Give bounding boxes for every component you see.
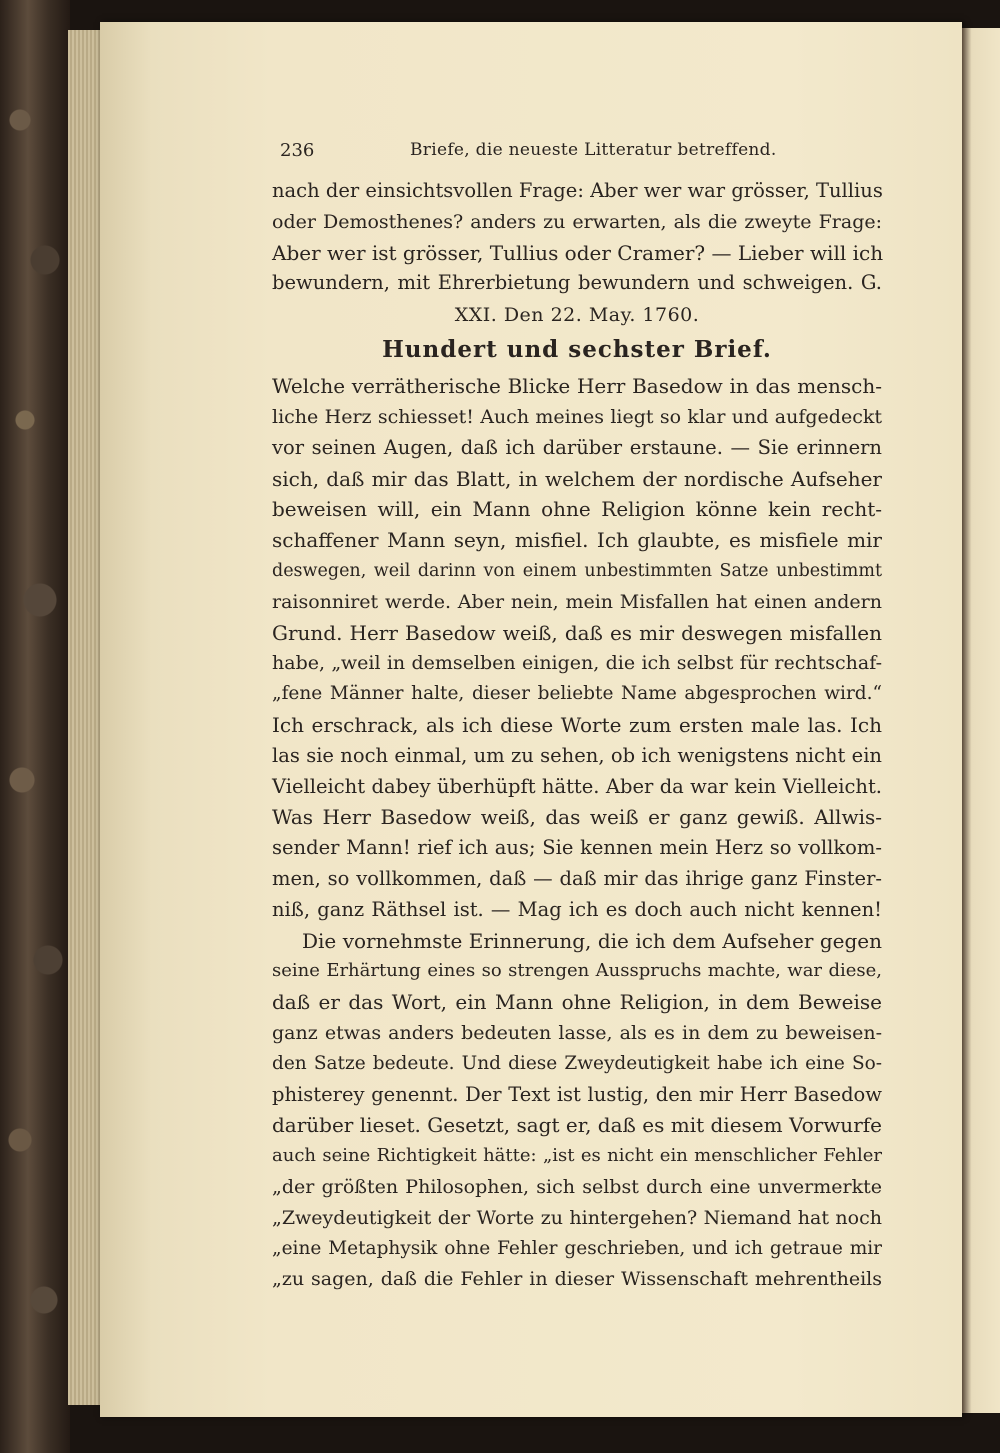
text-line: „zu sagen, daß die Fehler in dieser Wissenschaft mehrentheils: [272, 1268, 882, 1291]
text-line: „der größten Philosophen, sich selbst durch eine unvermerkte: [272, 1175, 882, 1198]
text-line: Aber wer ist grösser, Tullius oder Cramer? — Lieber will ich: [272, 240, 884, 265]
letter-date: XXI. Den 22. May. 1760.: [454, 304, 700, 327]
text-line: Welche verrätherische Blicke Herr Basedow in das mensch-: [272, 374, 882, 399]
text-line: deswegen, weil darinn von einem unbestimmten Satze unbestimmt: [272, 560, 882, 581]
text-line: habe, „weil in demselben einigen, die ich selbst für rechtschaf-: [272, 652, 882, 675]
text-line: den Satze bedeute. Und diese Zweydeutigkeit habe ich eine So-: [272, 1052, 882, 1074]
text-line: vor seinen Augen, daß ich darüber erstaune. — Sie erinnern: [272, 435, 882, 459]
text-line: darüber lieset. Gesetzt, sagt er, daß es mit diesem Vorwurfe: [272, 1113, 882, 1138]
text-line: sender Mann! rief ich aus; Sie kennen mein Herz so vollkom-: [272, 836, 882, 860]
text-line: Was Herr Basedow weiß, das weiß er ganz gewiß. Allwis-: [272, 805, 882, 830]
letter-title: Hundert und sechster Brief.: [382, 336, 772, 364]
text-line: „Zweydeutigkeit der Worte zu hintergehen? Niemand hat noch: [272, 1206, 882, 1229]
text-line: sich, daß mir das Blatt, in welchem der nordische Aufseher: [272, 466, 882, 491]
text-line: Die vornehmste Erinnerung, die ich dem Aufseher gegen: [302, 928, 882, 953]
paragraph-end-of-letter: [272, 176, 882, 299]
text-line: beweisen will, ein Mann ohne Religion könne kein recht-: [272, 497, 882, 522]
text-line: liche Herz schiesset! Auch meines liegt so klar und aufgedeckt: [272, 405, 882, 428]
text-line: daß er das Wort, ein Mann ohne Religion, in dem Beweise: [272, 990, 882, 1015]
text-line: raisonniret werde. Aber nein, mein Misfallen hat einen andern: [272, 590, 882, 613]
book-cover-marbled: [0, 0, 70, 1453]
text-line: Vielleicht dabey überhüpft hätte. Aber da war kein Vielleicht.: [272, 774, 882, 798]
text-line: „fene Männer halte, dieser beliebte Name abgesprochen wird.“: [272, 683, 882, 705]
next-page-edge: [962, 28, 1000, 1413]
text-line: Grund. Herr Basedow weiß, daß es mir deswegen misfallen: [272, 620, 882, 645]
letter-body: [272, 371, 882, 1295]
running-title: Briefe, die neueste Litteratur betreffend.: [410, 140, 777, 160]
text-line: seine Erhärtung eines so strengen Ausspruchs machte, war diese,: [272, 960, 882, 982]
text-line: oder Demosthenes? anders zu erwarten, als die zweyte Frage:: [272, 210, 882, 233]
text-line: schaffener Mann seyn, misfiel. Ich glaubte, es misfiele mir: [272, 528, 882, 553]
text-line: niß, ganz Räthsel ist. — Mag ich es doch auch nicht kennen!: [272, 897, 882, 921]
text-line: phisterey genennt. Der Text ist lustig, den mir Herr Basedow: [272, 1082, 882, 1106]
text-line: men, so vollkommen, daß — daß mir das ihrige ganz Finster-: [272, 866, 882, 890]
text-line: Ich erschrack, als ich diese Worte zum ersten male las. Ich: [272, 712, 882, 737]
text-line: ganz etwas anders bedeuten lasse, als es in dem zu beweisen-: [272, 1021, 882, 1044]
page-content: [272, 140, 882, 1295]
text-line: nach der einsichtsvollen Frage: Aber wer war grösser, Tullius: [272, 179, 883, 202]
text-line: bewundern, mit Ehrerbietung bewundern und schweigen. G.: [272, 271, 882, 295]
text-line: las sie noch einmal, um zu sehen, ob ich wenigstens nicht ein: [272, 743, 882, 767]
text-line: „eine Metaphysik ohne Fehler geschrieben, und ich getraue mir: [272, 1237, 882, 1259]
text-line: auch seine Richtigkeit hätte: „ist es nicht ein menschlicher Fehler: [272, 1145, 882, 1167]
running-head: [272, 140, 882, 176]
page-number: 236: [280, 140, 315, 161]
